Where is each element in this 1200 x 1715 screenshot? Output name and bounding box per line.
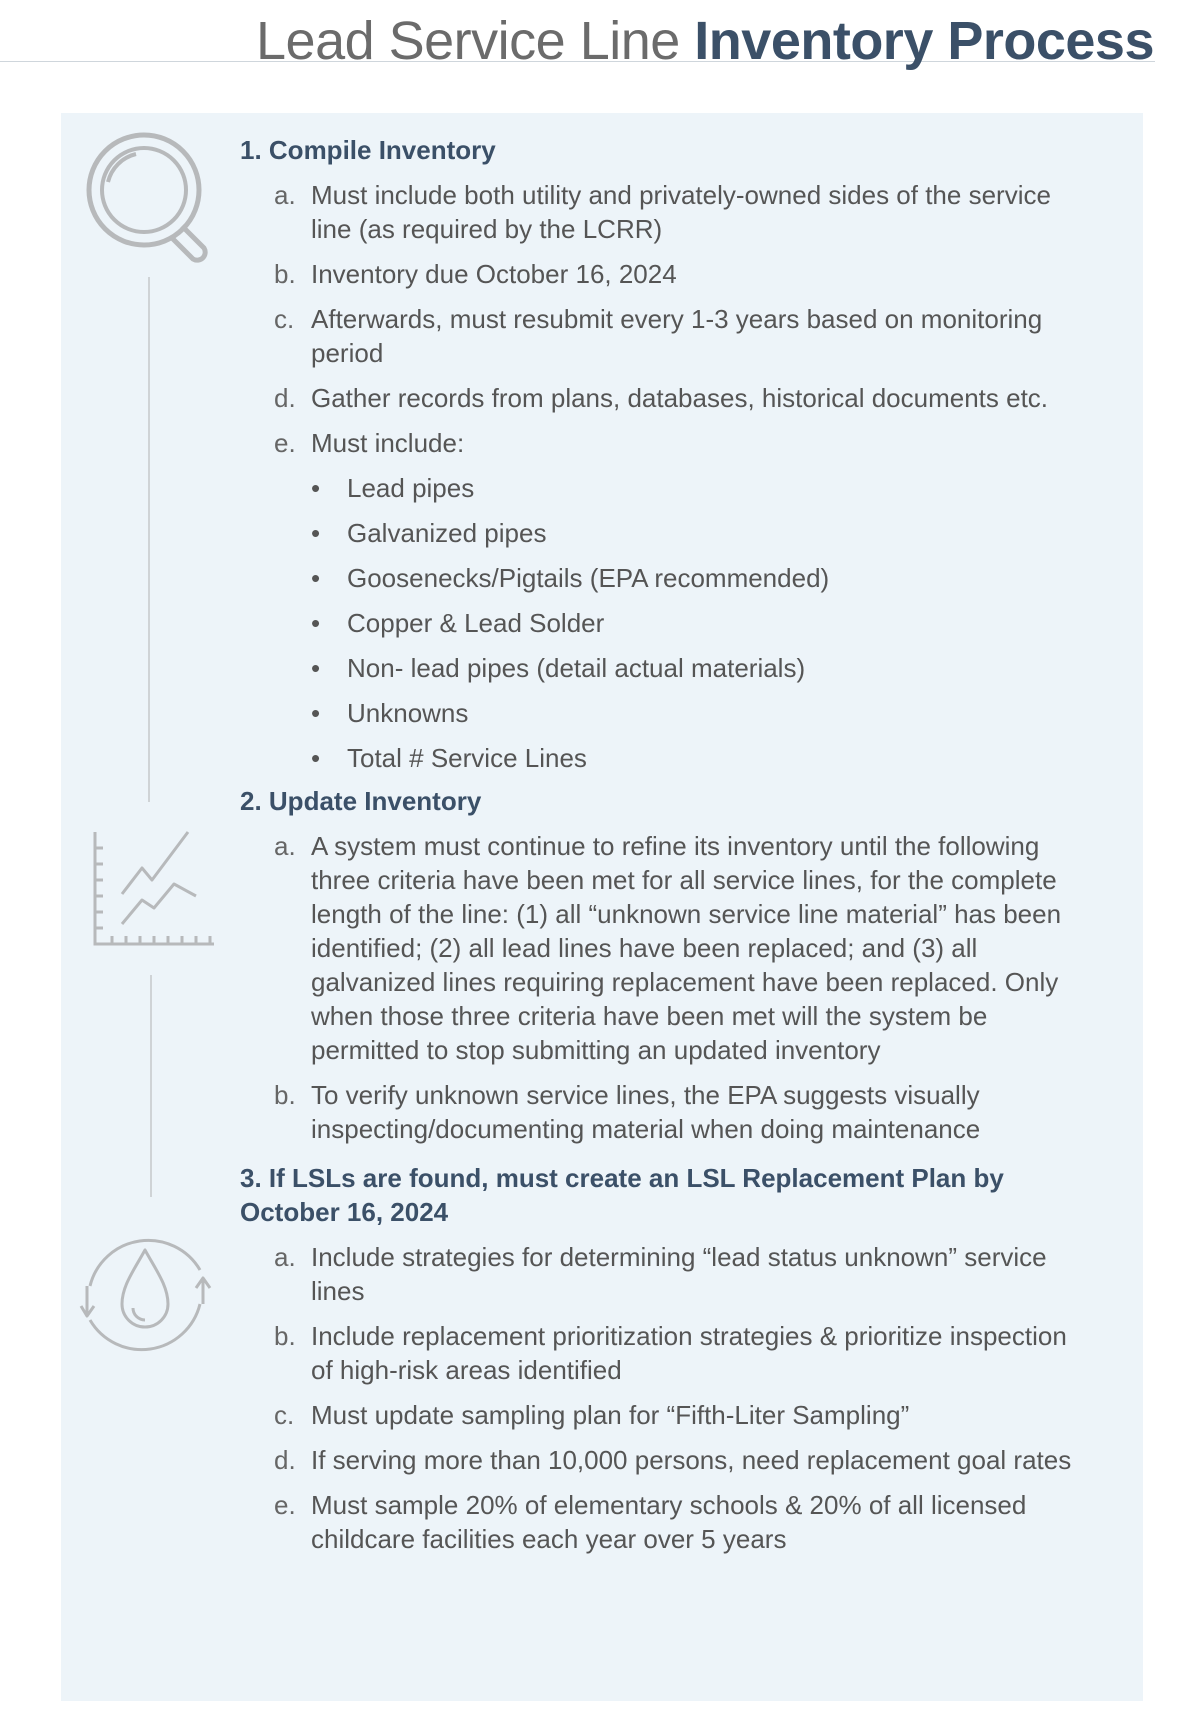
bullet-text: Total # Service Lines — [347, 743, 587, 773]
list-item — [240, 426, 1090, 460]
item-text: Must include: — [311, 428, 465, 458]
item-marker: a. — [274, 831, 296, 861]
item-text: Must include both utility and privately-owned sides of the service line (as required by the LCRR) — [311, 180, 1051, 244]
item-text: If serving more than 10,000 persons, need replacement goal rates — [311, 1445, 1072, 1475]
page-title — [256, 6, 1154, 76]
list-item — [240, 381, 1090, 415]
bullet-text: Galvanized pipes — [347, 518, 547, 548]
bullet-dot: • — [311, 608, 321, 638]
bullet-dot: • — [311, 653, 321, 683]
item-text: A system must continue to refine its inventory until the following three criteria have been met for all service lines, for the complete length of the line: (1) all “unknown service line material” has been identified; (2) all lead lines have been replaced; and (3) all galvanized lines requiring replacement have been replaced. Only when those three criteria have been met will the system be permitted to stop submitting an updated inventory — [311, 831, 1062, 1065]
step-compile-inventory — [240, 133, 1090, 775]
bullet-item — [240, 606, 1090, 640]
step-heading: 2. Update Inventory — [240, 786, 482, 816]
line-chart-icon — [90, 828, 220, 948]
item-text: Must sample 20% of elementary schools & 20% of all licensed childcare facilities each year over 5 years — [311, 1490, 1027, 1554]
item-marker: c. — [274, 1400, 295, 1430]
list-item — [240, 1319, 1090, 1387]
item-marker: a. — [274, 1242, 296, 1272]
step-heading: 3. If LSLs are found, must create an LSL Replacement Plan by October 16, 2024 — [240, 1163, 1004, 1227]
item-text: Gather records from plans, databases, historical documents etc. — [311, 383, 1049, 413]
item-text: Include strategies for determining “lead status unknown” service lines — [311, 1242, 1047, 1306]
list-item — [240, 829, 1090, 1067]
bullet-item — [240, 741, 1090, 775]
bullet-text: Unknowns — [347, 698, 469, 728]
title-bold: Inventory Process — [694, 11, 1154, 71]
bullet-item — [240, 696, 1090, 730]
bullet-text: Non- lead pipes (detail actual materials) — [347, 653, 806, 683]
bullet-dot: • — [311, 698, 321, 728]
step-update-inventory — [240, 784, 1090, 1146]
bullet-dot: • — [311, 743, 321, 773]
magnifier-icon — [84, 130, 220, 266]
bullet-dot: • — [311, 473, 321, 503]
step-heading: 1. Compile Inventory — [240, 135, 496, 165]
step-items — [240, 178, 1090, 460]
process-content — [240, 133, 1090, 1556]
bullet-item — [240, 516, 1090, 550]
step1-connector — [148, 277, 150, 802]
item-marker: b. — [274, 1321, 296, 1351]
list-item — [240, 1078, 1090, 1146]
step-replacement-plan — [240, 1161, 1090, 1556]
item-marker: e. — [274, 1490, 296, 1520]
item-marker: c. — [274, 304, 295, 334]
item-text: Inventory due October 16, 2024 — [311, 259, 677, 289]
item-marker: e. — [274, 428, 296, 458]
material-list — [240, 471, 1090, 775]
item-marker: b. — [274, 259, 296, 289]
item-marker: d. — [274, 383, 296, 413]
item-text: Include replacement prioritization strategies & prioritize inspection of high-risk areas identified — [311, 1321, 1067, 1385]
bullet-item — [240, 471, 1090, 505]
bullet-text: Copper & Lead Solder — [347, 608, 605, 638]
list-item — [240, 302, 1090, 370]
bullet-item — [240, 651, 1090, 685]
item-text: Must update sampling plan for “Fifth-Liter Sampling” — [311, 1400, 910, 1430]
step-items — [240, 1240, 1090, 1556]
bullet-text: Goosenecks/Pigtails (EPA recommended) — [347, 563, 830, 593]
water-drop-cycle-icon — [70, 1230, 220, 1360]
list-item — [240, 178, 1090, 246]
item-marker: a. — [274, 180, 296, 210]
list-item — [240, 1398, 1090, 1432]
bullet-dot: • — [311, 563, 321, 593]
item-marker: d. — [274, 1445, 296, 1475]
bullet-dot: • — [311, 518, 321, 548]
item-text: To verify unknown service lines, the EPA suggests visually inspecting/documenting material when doing maintenance — [311, 1080, 981, 1144]
item-text: Afterwards, must resubmit every 1-3 years based on monitoring period — [311, 304, 1043, 368]
step-items — [240, 829, 1090, 1146]
list-item — [240, 1443, 1090, 1477]
bullet-item — [240, 561, 1090, 595]
step2-connector — [150, 975, 152, 1197]
list-item — [240, 1488, 1090, 1556]
title-light: Lead Service Line — [256, 11, 695, 71]
list-item — [240, 257, 1090, 291]
list-item — [240, 1240, 1090, 1308]
bullet-text: Lead pipes — [347, 473, 475, 503]
item-marker: b. — [274, 1080, 296, 1110]
